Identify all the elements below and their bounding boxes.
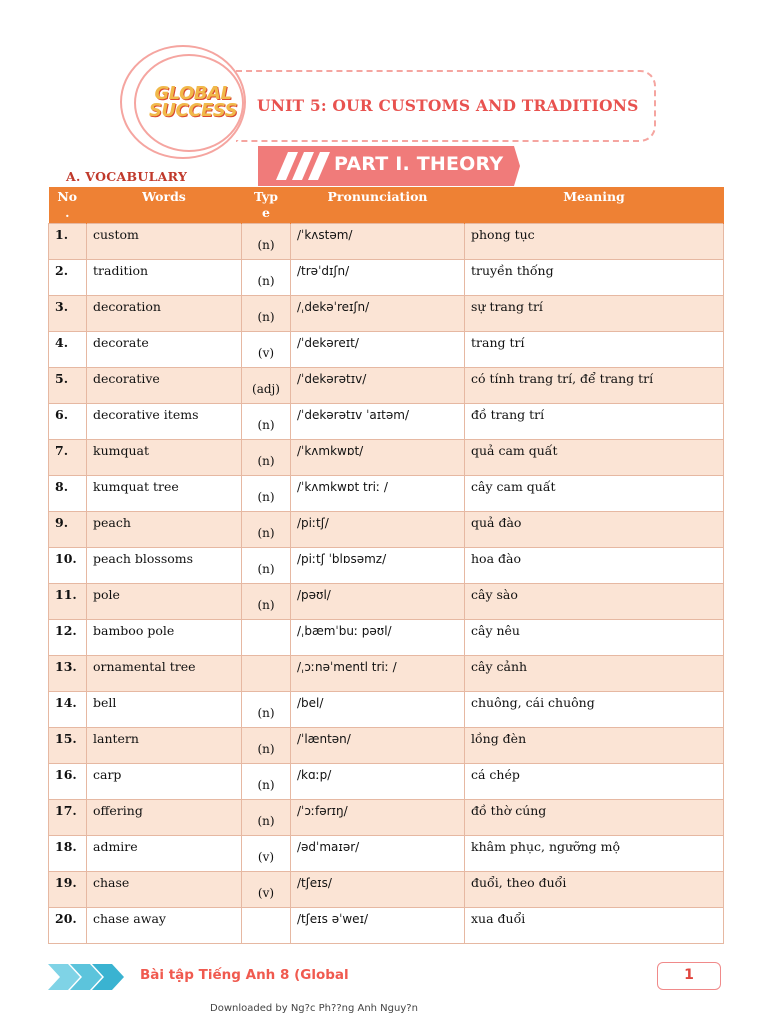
meaning-cell: truyền thống	[465, 259, 724, 295]
meaning-cell: quả đào	[465, 511, 724, 547]
pronunciation-cell: /pəʊl/	[291, 583, 465, 619]
meaning-cell: cây nêu	[465, 619, 724, 655]
meaning-cell: cây cảnh	[465, 655, 724, 691]
word-cell: kumquat tree	[87, 475, 242, 511]
type-cell: (n)	[242, 295, 291, 331]
type-cell: (n)	[242, 511, 291, 547]
word-cell: peach blossoms	[87, 547, 242, 583]
word-cell: chase	[87, 871, 242, 907]
meaning-cell: đồ thờ cúng	[465, 799, 724, 835]
type-cell: (v)	[242, 871, 291, 907]
meaning-cell: đuổi, theo đuổi	[465, 871, 724, 907]
meaning-cell: cây sào	[465, 583, 724, 619]
meaning-cell: trang trí	[465, 331, 724, 367]
unit-title: UNIT 5: OUR CUSTOMS AND TRADITIONS	[257, 96, 639, 115]
no-cell: 17.	[49, 799, 87, 835]
word-cell: decorative	[87, 367, 242, 403]
type-cell	[242, 619, 291, 655]
pronunciation-cell: /ˈlæntən/	[291, 727, 465, 763]
word-cell: decoration	[87, 295, 242, 331]
table-row	[49, 223, 724, 259]
type-cell: (adj)	[242, 367, 291, 403]
table-row	[49, 907, 724, 943]
table-row	[49, 835, 724, 871]
header-no: No .	[49, 187, 87, 223]
table-row	[49, 367, 724, 403]
word-cell: carp	[87, 763, 242, 799]
word-cell: custom	[87, 223, 242, 259]
pronunciation-cell: /ədˈmaɪər/	[291, 835, 465, 871]
meaning-cell: xua đuổi	[465, 907, 724, 943]
word-cell: offering	[87, 799, 242, 835]
page-number: 1	[657, 962, 721, 990]
pronunciation-cell: /trəˈdɪʃn/	[291, 259, 465, 295]
pronunciation-cell: /ˌɔːnəˈmentl triː /	[291, 655, 465, 691]
type-cell: (n)	[242, 223, 291, 259]
no-cell: 2.	[49, 259, 87, 295]
meaning-cell: đồ trang trí	[465, 403, 724, 439]
type-cell: (n)	[242, 727, 291, 763]
table-row	[49, 727, 724, 763]
pronunciation-cell: /ˌdekəˈreɪʃn/	[291, 295, 465, 331]
no-cell: 15.	[49, 727, 87, 763]
no-cell: 12.	[49, 619, 87, 655]
table-row	[49, 799, 724, 835]
word-cell: pole	[87, 583, 242, 619]
table-row	[49, 475, 724, 511]
no-cell: 13.	[49, 655, 87, 691]
no-cell: 14.	[49, 691, 87, 727]
table-row	[49, 331, 724, 367]
no-cell: 6.	[49, 403, 87, 439]
pronunciation-cell: /bel/	[291, 691, 465, 727]
meaning-cell: phong tục	[465, 223, 724, 259]
pronunciation-cell: /piːtʃ ˈblɒsəmz/	[291, 547, 465, 583]
type-cell: (n)	[242, 259, 291, 295]
pronunciation-cell: /ˈdekəreɪt/	[291, 331, 465, 367]
type-cell: (n)	[242, 583, 291, 619]
type-cell	[242, 907, 291, 943]
header-type: Typ e	[242, 187, 291, 223]
word-cell: chase away	[87, 907, 242, 943]
table-row	[49, 439, 724, 475]
meaning-cell: lồng đèn	[465, 727, 724, 763]
word-cell: kumquat	[87, 439, 242, 475]
word-cell: bell	[87, 691, 242, 727]
meaning-cell: cá chép	[465, 763, 724, 799]
section-heading: A. VOCABULARY	[66, 169, 188, 184]
pronunciation-cell: /tʃeɪs əˈweɪ/	[291, 907, 465, 943]
word-cell: decorative items	[87, 403, 242, 439]
no-cell: 8.	[49, 475, 87, 511]
word-cell: ornamental tree	[87, 655, 242, 691]
table-row	[49, 655, 724, 691]
table-row	[49, 583, 724, 619]
type-cell: (n)	[242, 763, 291, 799]
word-cell: lantern	[87, 727, 242, 763]
pronunciation-cell: /tʃeɪs/	[291, 871, 465, 907]
type-cell: (n)	[242, 691, 291, 727]
part-title: PART I. THEORY	[334, 153, 504, 175]
type-cell: (n)	[242, 799, 291, 835]
logo-line-1: GLOBAL	[154, 83, 232, 104]
header-pronunciation: Pronunciation	[291, 187, 465, 223]
meaning-cell: sự trang trí	[465, 295, 724, 331]
logo-text	[148, 85, 238, 119]
table-row	[49, 691, 724, 727]
no-cell: 19.	[49, 871, 87, 907]
no-cell: 4.	[49, 331, 87, 367]
word-cell: bamboo pole	[87, 619, 242, 655]
no-cell: 20.	[49, 907, 87, 943]
meaning-cell: quả cam quất	[465, 439, 724, 475]
meaning-cell: có tính trang trí, để trang trí	[465, 367, 724, 403]
download-credit: Downloaded by Ng?c Ph??ng Anh Nguy?n	[210, 1003, 418, 1014]
footer-book-title: Bài tập Tiếng Anh 8 (Global	[140, 967, 349, 983]
no-cell: 18.	[49, 835, 87, 871]
meaning-cell: chuông, cái chuông	[465, 691, 724, 727]
type-cell: (v)	[242, 835, 291, 871]
no-cell: 7.	[49, 439, 87, 475]
table-row	[49, 511, 724, 547]
table-row	[49, 763, 724, 799]
word-cell: admire	[87, 835, 242, 871]
no-cell: 1.	[49, 223, 87, 259]
type-cell: (n)	[242, 403, 291, 439]
no-cell: 3.	[49, 295, 87, 331]
word-cell: decorate	[87, 331, 242, 367]
table-row	[49, 259, 724, 295]
table-header-row	[49, 187, 724, 223]
pronunciation-cell: /ˈkʌstəm/	[291, 223, 465, 259]
header-meaning: Meaning	[465, 187, 724, 223]
pronunciation-cell: /ˌbæmˈbuː pəʊl/	[291, 619, 465, 655]
pronunciation-cell: /ˈɔːfərɪŋ/	[291, 799, 465, 835]
no-cell: 11.	[49, 583, 87, 619]
no-cell: 10.	[49, 547, 87, 583]
logo-line-2: SUCCESS	[148, 100, 238, 121]
pronunciation-cell: /ˈkʌmkwɒt triː /	[291, 475, 465, 511]
word-cell: peach	[87, 511, 242, 547]
pronunciation-cell: /ˈdekərətɪv ˈaɪtəm/	[291, 403, 465, 439]
meaning-cell: cây cam quất	[465, 475, 724, 511]
footer-arrows-icon	[48, 962, 128, 992]
no-cell: 16.	[49, 763, 87, 799]
meaning-cell: hoa đào	[465, 547, 724, 583]
pronunciation-cell: /ˈdekərətɪv/	[291, 367, 465, 403]
no-cell: 9.	[49, 511, 87, 547]
global-success-logo	[120, 45, 250, 163]
table-row	[49, 295, 724, 331]
table-row	[49, 871, 724, 907]
type-cell: (n)	[242, 439, 291, 475]
header-words: Words	[87, 187, 242, 223]
word-cell: tradition	[87, 259, 242, 295]
type-cell	[242, 655, 291, 691]
table-row	[49, 403, 724, 439]
table-row	[49, 547, 724, 583]
pronunciation-cell: /piːtʃ/	[291, 511, 465, 547]
pronunciation-cell: /kɑːp/	[291, 763, 465, 799]
type-cell: (v)	[242, 331, 291, 367]
vocabulary-table	[48, 187, 724, 944]
type-cell: (n)	[242, 475, 291, 511]
pronunciation-cell: /ˈkʌmkwɒt/	[291, 439, 465, 475]
meaning-cell: khâm phục, ngưỡng mộ	[465, 835, 724, 871]
no-cell: 5.	[49, 367, 87, 403]
vocabulary-table-body	[49, 223, 724, 943]
table-row	[49, 619, 724, 655]
type-cell: (n)	[242, 547, 291, 583]
